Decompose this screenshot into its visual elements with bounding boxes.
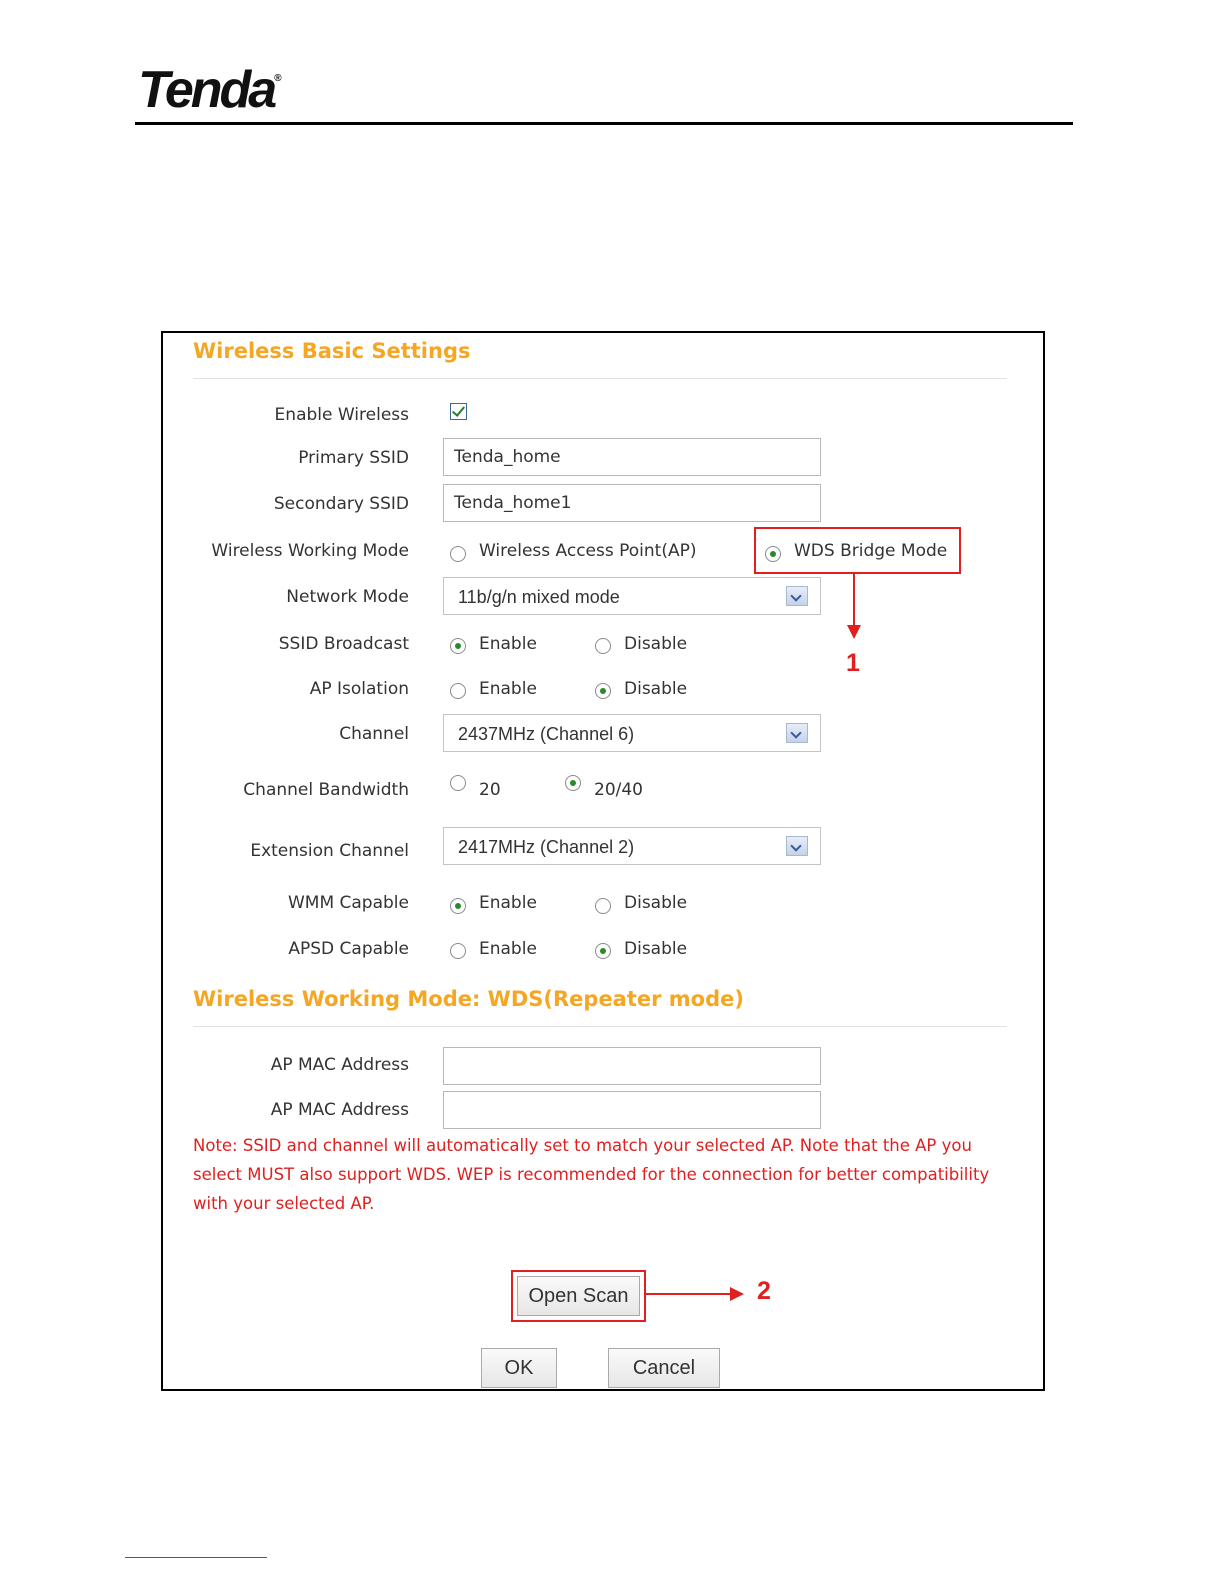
tenda-logo xyxy=(138,61,282,119)
ap-mac-address-label-2: AP MAC Address xyxy=(270,1100,409,1120)
ap-mac-address-input-1[interactable] xyxy=(443,1047,821,1085)
registered-mark: ® xyxy=(274,73,282,84)
ap-isolation-enable-radio[interactable] xyxy=(450,683,466,699)
ap-isolation-disable-text: Disable xyxy=(624,679,688,699)
working-mode-label: Wireless Working Mode xyxy=(211,541,409,561)
arrow-head-1-icon xyxy=(847,625,861,639)
annotation-arrow-1 xyxy=(853,574,855,629)
secondary-ssid-label: Secondary SSID xyxy=(273,494,409,514)
section-divider xyxy=(193,1026,1007,1027)
chevron-down-icon[interactable] xyxy=(786,586,808,606)
ap-isolation-enable-text: Enable xyxy=(479,679,537,699)
ok-button[interactable]: OK xyxy=(481,1348,557,1388)
open-scan-button[interactable]: Open Scan xyxy=(517,1276,640,1316)
channel-bandwidth-label: Channel Bandwidth xyxy=(243,780,409,800)
channel-label: Channel xyxy=(339,724,409,744)
wds-highlight-box xyxy=(754,527,961,574)
annotation-arrow-2 xyxy=(646,1293,732,1295)
apsd-disable-radio[interactable] xyxy=(595,943,611,959)
wmm-enable-text: Enable xyxy=(479,893,537,913)
wds-note: Note: SSID and channel will automatically set to match your selected AP. Note that the AP you select MUST also support WDS. WEP is recommended for the connection for better compatibility with your selected AP. xyxy=(193,1136,990,1213)
network-mode-label: Network Mode xyxy=(286,587,409,607)
wmm-enable-radio[interactable] xyxy=(450,898,466,914)
footer-link-underline xyxy=(125,1557,267,1558)
ssid-broadcast-enable-radio[interactable] xyxy=(450,638,466,654)
extension-channel-value: 2417MHz (Channel 2) xyxy=(458,837,635,857)
network-mode-select[interactable] xyxy=(443,577,821,615)
cancel-button[interactable]: Cancel xyxy=(608,1348,720,1388)
bandwidth-20-text: 20 xyxy=(479,780,501,800)
ssid-broadcast-disable-text: Disable xyxy=(624,634,688,654)
ap-mac-address-input-2[interactable] xyxy=(443,1091,821,1129)
secondary-ssid-input[interactable]: Tenda_home1 xyxy=(443,484,821,522)
enable-wireless-label: Enable Wireless xyxy=(274,405,409,425)
wds-section-title: Wireless Working Mode: WDS(Repeater mode) xyxy=(193,987,744,1011)
channel-value: 2437MHz (Channel 6) xyxy=(458,724,635,744)
wmm-label: WMM Capable xyxy=(287,893,409,913)
bandwidth-2040-radio[interactable] xyxy=(565,775,581,791)
bandwidth-2040-text: 20/40 xyxy=(594,780,643,800)
extension-channel-select[interactable] xyxy=(443,827,821,865)
wmm-disable-text: Disable xyxy=(624,893,688,913)
primary-ssid-label: Primary SSID xyxy=(298,448,409,468)
primary-ssid-input[interactable]: Tenda_home xyxy=(443,438,821,476)
enable-wireless-checkbox[interactable] xyxy=(450,403,467,420)
ap-isolation-disable-radio[interactable] xyxy=(595,683,611,699)
ap-mac-address-label-1: AP MAC Address xyxy=(270,1055,409,1075)
apsd-disable-text: Disable xyxy=(624,939,688,959)
channel-select[interactable] xyxy=(443,714,821,752)
apsd-enable-radio[interactable] xyxy=(450,943,466,959)
annotation-number-1: 1 xyxy=(846,649,860,677)
working-mode-ap-text: Wireless Access Point(AP) xyxy=(479,541,697,561)
chevron-down-icon[interactable] xyxy=(786,836,808,856)
section-divider xyxy=(193,378,1007,379)
bandwidth-20-radio[interactable] xyxy=(450,775,466,791)
ap-isolation-label: AP Isolation xyxy=(309,679,409,699)
network-mode-value: 11b/g/n mixed mode xyxy=(458,587,620,607)
chevron-down-icon[interactable] xyxy=(786,723,808,743)
extension-channel-label: Extension Channel xyxy=(250,841,409,861)
working-mode-ap-radio[interactable] xyxy=(450,546,466,562)
apsd-enable-text: Enable xyxy=(479,939,537,959)
arrow-head-2-icon xyxy=(730,1287,744,1301)
ssid-broadcast-disable-radio[interactable] xyxy=(595,638,611,654)
apsd-label: APSD Capable xyxy=(288,939,409,959)
logo-text: Tenda xyxy=(138,61,275,119)
ssid-broadcast-label: SSID Broadcast xyxy=(278,634,409,654)
basic-settings-title: Wireless Basic Settings xyxy=(193,339,471,363)
settings-panel xyxy=(161,331,1045,1391)
wmm-disable-radio[interactable] xyxy=(595,898,611,914)
working-mode-wds-text: WDS Bridge Mode xyxy=(794,541,948,561)
ssid-broadcast-enable-text: Enable xyxy=(479,634,537,654)
header-divider xyxy=(135,122,1073,125)
annotation-number-2: 2 xyxy=(757,1277,771,1305)
